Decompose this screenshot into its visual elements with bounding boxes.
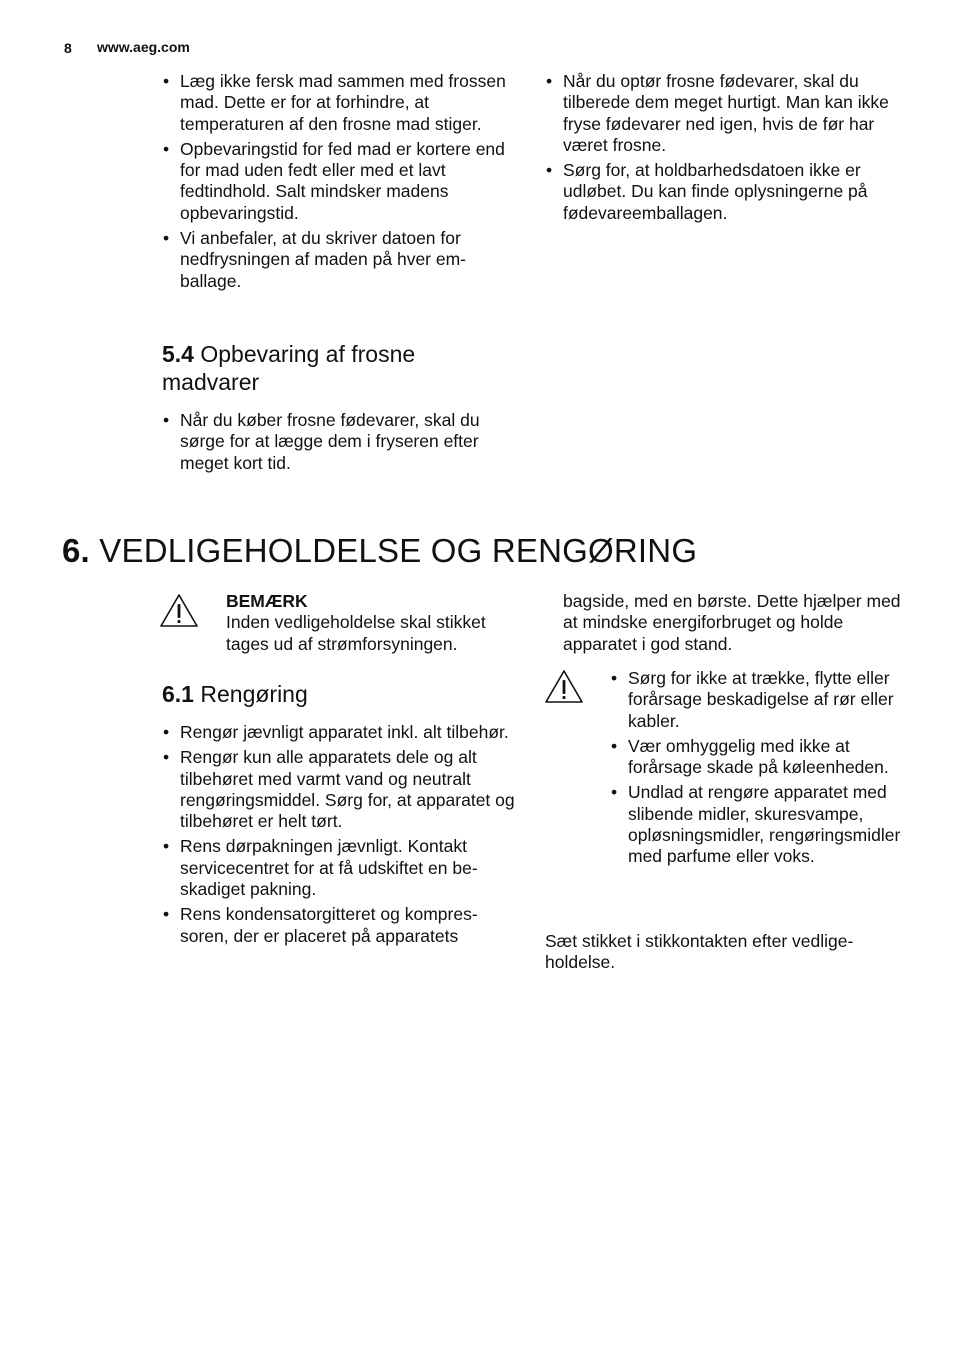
section-title: Opbevaring af frosne madvarer	[162, 341, 416, 395]
list-item: • Undlad at rengøre apparatet med slibende midler, skuresvampe, opløsningsmidler, rengøringsmidler med parfume eller voks.	[610, 782, 902, 867]
right-column-continuation	[563, 591, 905, 655]
continuation-text: bagside, med en børste. Dette hjælper med at mindske energiforbruget og holde apparatet i god stand.	[563, 591, 901, 654]
list-item: • Vær omhyggelig med ikke at forårsage skade på køleenheden.	[610, 736, 902, 779]
note-box	[226, 591, 518, 655]
list-item: • Rengør jævnligt apparatet inkl. alt tilbehør.	[162, 722, 518, 743]
left-column-top	[162, 71, 518, 296]
chapter-heading	[62, 532, 697, 570]
section-heading	[162, 340, 518, 396]
warning-box	[610, 668, 902, 872]
section-number: 6.1	[162, 681, 194, 707]
section-5-4	[162, 340, 518, 478]
list-item: • Vi anbefaler, at du skriver datoen for nedfrysningen af maden på hver emballage.	[162, 228, 518, 292]
list-item: • Opbevaringstid for fed mad er kortere end for mad uden fedt eller med et lavt fedtindhold. Salt mindsker madens opbevaringstid.	[162, 139, 518, 224]
closing-paragraph	[545, 931, 905, 974]
section-heading	[162, 680, 518, 708]
warning-icon	[159, 593, 199, 629]
note-text: Inden vedligeholdelse skal stikket tages ud af strømforsyningen.	[226, 612, 486, 654]
closing-text: Sæt stikket i stikkontakten efter vedligeholdelse.	[545, 931, 854, 973]
list-item: • Rens kondensatorgitteret og kompressoren, der er placeret på apparatets	[162, 904, 518, 947]
warning-icon	[544, 669, 584, 705]
warning-list	[610, 668, 902, 868]
thawing-tips-list	[545, 71, 905, 224]
list-item: • Rengør kun alle apparatets dele og alt tilbehøret med varmt vand og neutralt rengøringsmiddel. Sørg for, at apparatet og tilbehøret er helt tørt.	[162, 747, 518, 832]
list-item: • Rens dørpakningen jævnligt. Kontakt servicecentret for at få udskiftet en beskadiget pakning.	[162, 836, 518, 900]
website-url[interactable]: www.aeg.com	[97, 39, 190, 55]
section-5-4-list	[162, 410, 518, 474]
section-6-1	[162, 680, 518, 951]
page-number: 8	[64, 40, 72, 56]
note-title: BEMÆRK	[226, 591, 308, 611]
list-item: • Sørg for ikke at trække, flytte eller forårsage beskadigelse af rør eller kabler.	[610, 668, 902, 732]
storage-tips-list	[162, 71, 518, 292]
right-column-top	[545, 71, 905, 228]
list-item: • Sørg for, at holdbarhedsdatoen ikke er udløbet. Du kan finde oplysningerne på fødevareemballagen.	[545, 160, 905, 224]
list-item: • Når du køber frosne fødevarer, skal du sørge for at lægge dem i fryseren efter meget kort tid.	[162, 410, 518, 474]
cleaning-list	[162, 722, 518, 947]
list-item: • Læg ikke fersk mad sammen med frossen mad. Dette er for at forhindre, at temperaturen af den frosne mad stiger.	[162, 71, 518, 135]
chapter-title: VEDLIGEHOLDELSE OG RENGØRING	[99, 532, 698, 569]
section-title: Rengøring	[200, 681, 308, 707]
section-number: 5.4	[162, 341, 194, 367]
chapter-number: 6.	[62, 532, 90, 569]
list-item: • Når du optør frosne fødevarer, skal du tilberede dem meget hurtigt. Man kan ikke fryse fødevarer ned igen, hvis de før har været frosne.	[545, 71, 905, 156]
